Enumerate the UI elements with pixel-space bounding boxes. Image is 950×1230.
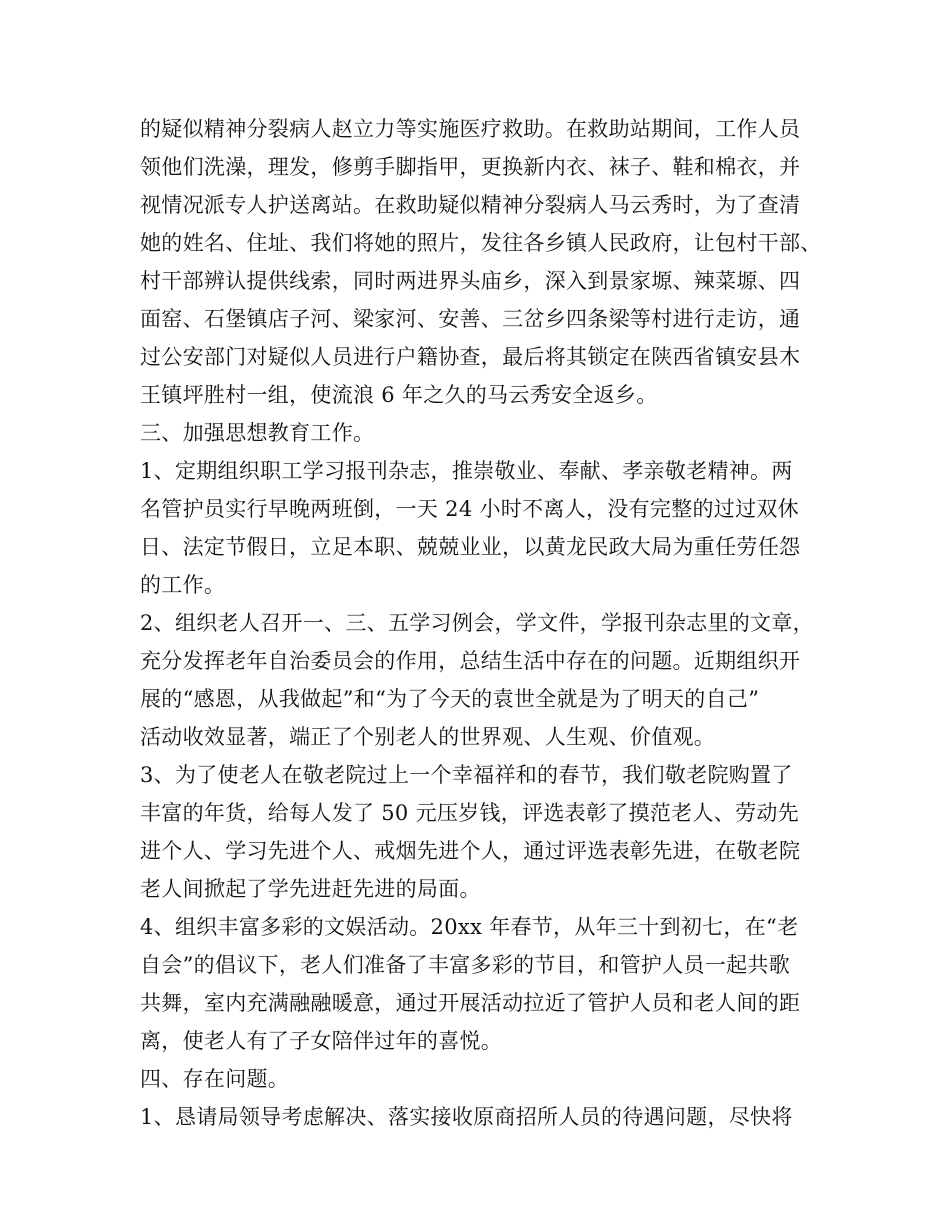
document-body — [140, 110, 820, 1136]
text-line: 2、组织老人召开一、三、五学习例会，学文件，学报刊杂志里的文章， — [140, 611, 814, 635]
text-line: 1、定期组织职工学习报刊杂志，推崇敬业、奉献、孝亲敬老精神。两 — [140, 459, 793, 483]
text-line: 她的姓名、住址、我们将她的照片，发往各乡镇人民政府，让包村干部、 — [140, 231, 822, 255]
text-line: 日、法定节假日，立足本职、兢兢业业，以黄龙民政大局为重任劳任怨 — [140, 535, 801, 559]
text-line: 视情况派专人护送离站。在救助疑似精神分裂病人马云秀时，为了查清 — [140, 193, 801, 217]
section-heading: 四、存在问题。 — [140, 1067, 290, 1091]
text-line: 自会”的倡议下，老人们准备了丰富多彩的节目，和管护人员一起共歌 — [140, 953, 791, 977]
text-line: 过公安部门对疑似人员进行户籍协查，最后将其锁定在陕西省镇安县木 — [140, 345, 801, 369]
text-line: 3、为了使老人在敬老院过上一个幸福祥和的春节，我们敬老院购置了 — [140, 763, 793, 787]
text-line: 充分发挥老年自治委员会的作用，总结生活中存在的问题。近期组织开 — [140, 649, 801, 673]
text-line: 的疑似精神分裂病人赵立力等实施医疗救助。在救助站期间，工作人员 — [140, 117, 801, 141]
text-line: 的工作。 — [140, 573, 226, 597]
text-line: 名管护员实行早晚两班倒，一天 24 小时不离人，没有完整的过过双休 — [140, 497, 799, 521]
text-line: 共舞，室内充满融融暖意，通过开展活动拉近了管护人员和老人间的距 — [140, 991, 801, 1015]
text-line: 1、恳请局领导考虑解决、落实接收原商招所人员的待遇问题，尽快将 — [140, 1105, 793, 1129]
text-line: 进个人、学习先进个人、戒烟先进个人，通过评选表彰先进，在敬老院 — [140, 839, 801, 863]
text-line: 4、组织丰富多彩的文娱活动。20xx 年春节，从年三十到初七，在“老 — [140, 915, 799, 939]
text-line: 展的“感恩，从我做起”和“为了今天的袁世全就是为了明天的自己” — [140, 687, 760, 711]
text-line: 领他们洗澡，理发，修剪手脚指甲，更换新内衣、袜子、鞋和棉衣，并 — [140, 155, 801, 179]
text-line: 活动收效显著，端正了个别老人的世界观、人生观、价值观。 — [140, 725, 716, 749]
text-line: 王镇坪胜村一组，使流浪 6 年之久的马云秀安全返乡。 — [140, 383, 658, 407]
text-line: 村干部辨认提供线索，同时两进界头庙乡，深入到景家塬、辣菜塬、四 — [140, 269, 801, 293]
section-heading: 三、加强思想教育工作。 — [140, 421, 375, 445]
text-line: 老人间掀起了学先进赶先进的局面。 — [140, 877, 481, 901]
text-line: 丰富的年货，给每人发了 50 元压岁钱，评选表彰了摸范老人、劳动先 — [140, 801, 799, 825]
text-line: 面窑、石堡镇店子河、梁家河、安善、三岔乡四条梁等村进行走访，通 — [140, 307, 801, 331]
text-line: 离，使老人有了子女陪伴过年的喜悦。 — [140, 1029, 503, 1053]
